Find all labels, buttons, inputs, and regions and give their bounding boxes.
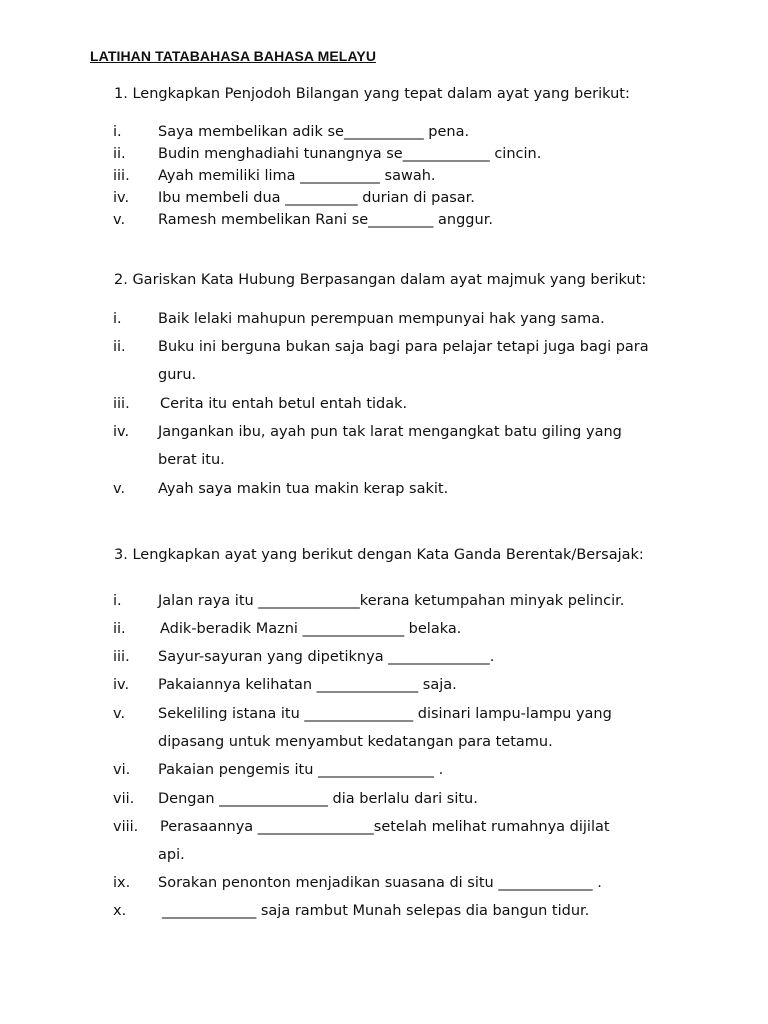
- item-number: iii.: [113, 168, 130, 184]
- s3-item-4: [113, 677, 457, 693]
- item-number: iii.: [113, 649, 130, 665]
- section-3-heading: 3. Lengkapkan ayat yang berikut dengan Kata Ganda Berentak/Bersajak:: [114, 547, 644, 563]
- item-number: ii.: [113, 621, 126, 637]
- section-1-heading: 1. Lengkapkan Penjodoh Bilangan yang tepat dalam ayat yang berikut:: [114, 86, 630, 102]
- item-text: Jangankan ibu, ayah pun tak larat mengangkat batu giling yang: [158, 424, 622, 440]
- item-number: iv.: [113, 677, 130, 693]
- s1-item-5: [113, 212, 493, 228]
- s2-item-3: [113, 396, 408, 412]
- item-number: v.: [113, 481, 126, 497]
- item-text: Ramesh membelikan Rani se_________ anggur.: [158, 212, 493, 228]
- s1-item-2: [113, 146, 542, 162]
- section-2-heading: 2. Gariskan Kata Hubung Berpasangan dalam ayat majmuk yang berikut:: [114, 272, 647, 288]
- item-text: Sorakan penonton menjadikan suasana di situ _____________ .: [158, 875, 602, 891]
- item-text: Ibu membeli dua __________ durian di pasar.: [158, 190, 475, 206]
- s2-item-4-continuation: berat itu.: [158, 452, 225, 468]
- s3-item-2: [113, 621, 462, 637]
- item-text: Baik lelaki mahupun perempuan mempunyai hak yang sama.: [158, 311, 605, 327]
- item-text: Cerita itu entah betul entah tidak.: [160, 396, 408, 412]
- item-number: vii.: [113, 791, 135, 807]
- s3-item-8: [113, 819, 610, 835]
- item-number: iv.: [113, 190, 130, 206]
- s3-item-7: [113, 791, 478, 807]
- s2-item-1: [113, 311, 605, 327]
- item-text: Ayah saya makin tua makin kerap sakit.: [158, 481, 449, 497]
- s3-item-5: [113, 706, 612, 722]
- item-number: i.: [113, 593, 122, 609]
- item-text: Buku ini berguna bukan saja bagi para pelajar tetapi juga bagi para: [158, 339, 649, 355]
- item-text: Adik-beradik Mazni ______________ belaka.: [160, 621, 462, 637]
- item-number: ix.: [113, 875, 131, 891]
- item-number: x.: [113, 903, 127, 919]
- item-number: ii.: [113, 339, 126, 355]
- item-text: Budin menghadiahi tunangnya se____________ cincin.: [158, 146, 542, 162]
- item-number: iv.: [113, 424, 130, 440]
- worksheet-title: LATIHAN TATABAHASA BAHASA MELAYU: [90, 48, 377, 64]
- item-text: Pakaiannya kelihatan ______________ saja.: [158, 677, 457, 693]
- s1-item-3: [113, 168, 436, 184]
- s2-item-5: [113, 481, 449, 497]
- item-number: iii.: [113, 396, 130, 412]
- item-number: viii.: [113, 819, 139, 835]
- s1-item-1: [113, 124, 470, 140]
- s3-item-1: [113, 593, 625, 609]
- item-number: i.: [113, 311, 122, 327]
- s2-item-4: [113, 424, 622, 440]
- item-text: Sekeliling istana itu _______________ disinari lampu-lampu yang: [158, 706, 612, 722]
- item-text: _____________ saja rambut Munah selepas dia bangun tidur.: [162, 903, 590, 919]
- item-number: v.: [113, 706, 126, 722]
- item-number: vi.: [113, 762, 131, 778]
- s3-item-6: [113, 762, 444, 778]
- s3-item-9: [113, 875, 602, 891]
- s1-item-4: [113, 190, 475, 206]
- item-text: Sayur-sayuran yang dipetiknya ______________.: [158, 649, 495, 665]
- s2-item-2: [113, 339, 649, 355]
- s3-item-8-continuation: api.: [158, 847, 185, 863]
- item-text: Dengan _______________ dia berlalu dari situ.: [158, 791, 478, 807]
- s2-item-2-continuation: guru.: [158, 367, 197, 383]
- item-text: Pakaian pengemis itu ________________ .: [158, 762, 444, 778]
- item-number: i.: [113, 124, 122, 140]
- item-text: Ayah memiliki lima ___________ sawah.: [158, 168, 436, 184]
- item-number: v.: [113, 212, 126, 228]
- s3-item-3: [113, 649, 495, 665]
- item-number: ii.: [113, 146, 126, 162]
- item-text: Perasaannya ________________setelah melihat rumahnya dijilat: [160, 819, 610, 835]
- item-text: Saya membelikan adik se___________ pena.: [158, 124, 470, 140]
- item-text: Jalan raya itu ______________kerana ketumpahan minyak pelincir.: [158, 593, 625, 609]
- s3-item-10: [113, 903, 590, 919]
- s3-item-5-continuation: dipasang untuk menyambut kedatangan para tetamu.: [158, 734, 553, 750]
